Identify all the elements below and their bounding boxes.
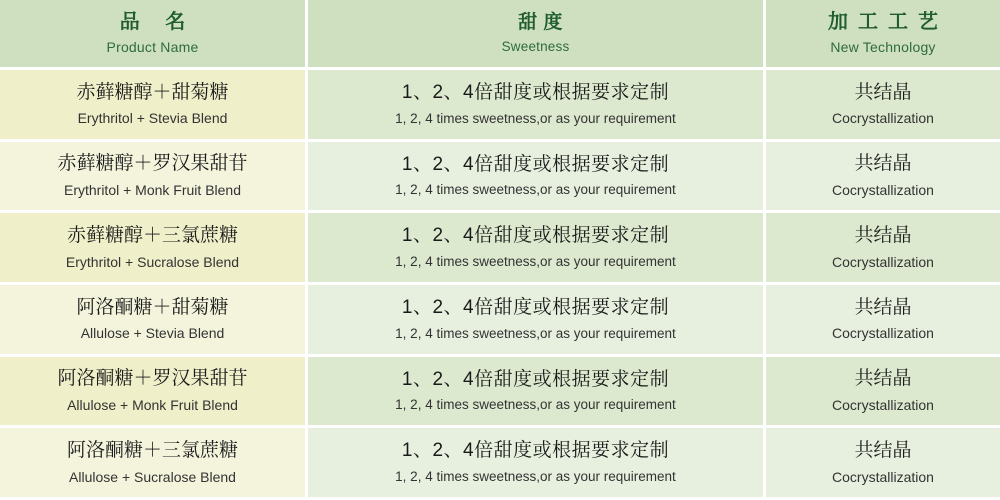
sweetness-cn: 1、2、4倍甜度或根据要求定制 — [401, 153, 670, 175]
cell-sweetness — [308, 213, 766, 285]
column-header-sweetness-en: Sweetness — [501, 38, 570, 54]
cell-sweetness — [308, 357, 766, 429]
technology-cn: 共结晶 — [854, 81, 912, 103]
product-name-cn: 阿洛酮糖＋甜菊糖 — [76, 296, 229, 318]
product-name-en: Allulose + Stevia Blend — [80, 325, 225, 342]
cell-product-name — [0, 357, 308, 429]
sweetness-en: 1, 2, 4 times sweetness,or as your requirement — [395, 325, 676, 341]
product-name-cn: 阿洛酮糖＋罗汉果甜苷 — [57, 368, 248, 390]
table-row — [0, 142, 1000, 214]
table-row — [0, 428, 1000, 500]
product-name-cn: 阿洛酮糖＋三氯蔗糖 — [66, 440, 238, 462]
product-name-cn: 赤藓糖醇＋三氯蔗糖 — [66, 225, 238, 247]
sweetness-cn: 1、2、4倍甜度或根据要求定制 — [401, 225, 670, 247]
column-header-product-name-cn: 品 名 — [119, 11, 196, 34]
sweetness-en: 1, 2, 4 times sweetness,or as your requirement — [395, 397, 676, 413]
product-name-en: Allulose + Monk Fruit Blend — [67, 397, 238, 414]
table-row — [0, 213, 1000, 285]
cell-product-name — [0, 213, 308, 285]
column-header-technology — [766, 0, 1000, 70]
technology-en: Cocrystallization — [832, 397, 934, 414]
cell-sweetness — [308, 142, 766, 214]
cell-product-name — [0, 70, 308, 142]
sweetness-en: 1, 2, 4 times sweetness,or as your requirement — [395, 182, 676, 198]
sweetness-en: 1, 2, 4 times sweetness,or as your requirement — [395, 254, 676, 270]
column-header-technology-en: New Technology — [830, 39, 936, 56]
cell-technology — [766, 357, 1000, 429]
sweetness-cn: 1、2、4倍甜度或根据要求定制 — [401, 368, 670, 390]
sweetness-en: 1, 2, 4 times sweetness,or as your requirement — [395, 469, 676, 485]
column-header-technology-cn: 加工工艺 — [828, 11, 948, 34]
cell-technology — [766, 142, 1000, 214]
technology-en: Cocrystallization — [832, 110, 934, 127]
column-header-sweetness — [308, 0, 766, 70]
product-name-en: Erythritol + Sucralose Blend — [65, 253, 240, 270]
technology-cn: 共结晶 — [854, 225, 912, 247]
technology-cn: 共结晶 — [854, 153, 912, 175]
technology-en: Cocrystallization — [832, 468, 934, 485]
table-header-row — [0, 0, 1000, 70]
sweetness-cn: 1、2、4倍甜度或根据要求定制 — [401, 440, 670, 462]
cell-technology — [766, 70, 1000, 142]
technology-en: Cocrystallization — [832, 182, 934, 198]
product-name-cn: 赤藓糖醇＋甜菊糖 — [76, 81, 229, 103]
sweetness-en: 1, 2, 4 times sweetness,or as your requirement — [395, 110, 676, 126]
cell-sweetness — [308, 70, 766, 142]
column-header-product-name-en: Product Name — [106, 39, 199, 56]
sweetness-cn: 1、2、4倍甜度或根据要求定制 — [401, 82, 670, 104]
product-name-cn: 赤藓糖醇＋罗汉果甜苷 — [57, 153, 248, 175]
column-header-product-name — [0, 0, 308, 70]
product-name-en: Allulose + Sucralose Blend — [69, 468, 236, 485]
table-row — [0, 285, 1000, 357]
cell-product-name — [0, 428, 308, 500]
technology-en: Cocrystallization — [832, 325, 934, 342]
technology-cn: 共结晶 — [854, 368, 912, 390]
technology-en: Cocrystallization — [832, 253, 934, 270]
cell-product-name — [0, 142, 308, 214]
technology-cn: 共结晶 — [854, 440, 912, 462]
table-row — [0, 357, 1000, 429]
cell-product-name — [0, 285, 308, 357]
table-row — [0, 70, 1000, 142]
product-name-en: Erythritol + Monk Fruit Blend — [63, 182, 241, 198]
cell-sweetness — [308, 285, 766, 357]
column-header-sweetness-cn: 甜 度 — [518, 12, 563, 34]
cell-technology — [766, 428, 1000, 500]
technology-cn: 共结晶 — [854, 296, 912, 318]
product-name-en: Erythritol + Stevia Blend — [77, 110, 228, 127]
sweetness-cn: 1、2、4倍甜度或根据要求定制 — [401, 297, 670, 319]
cell-sweetness — [308, 428, 766, 500]
cell-technology — [766, 285, 1000, 357]
cell-technology — [766, 213, 1000, 285]
